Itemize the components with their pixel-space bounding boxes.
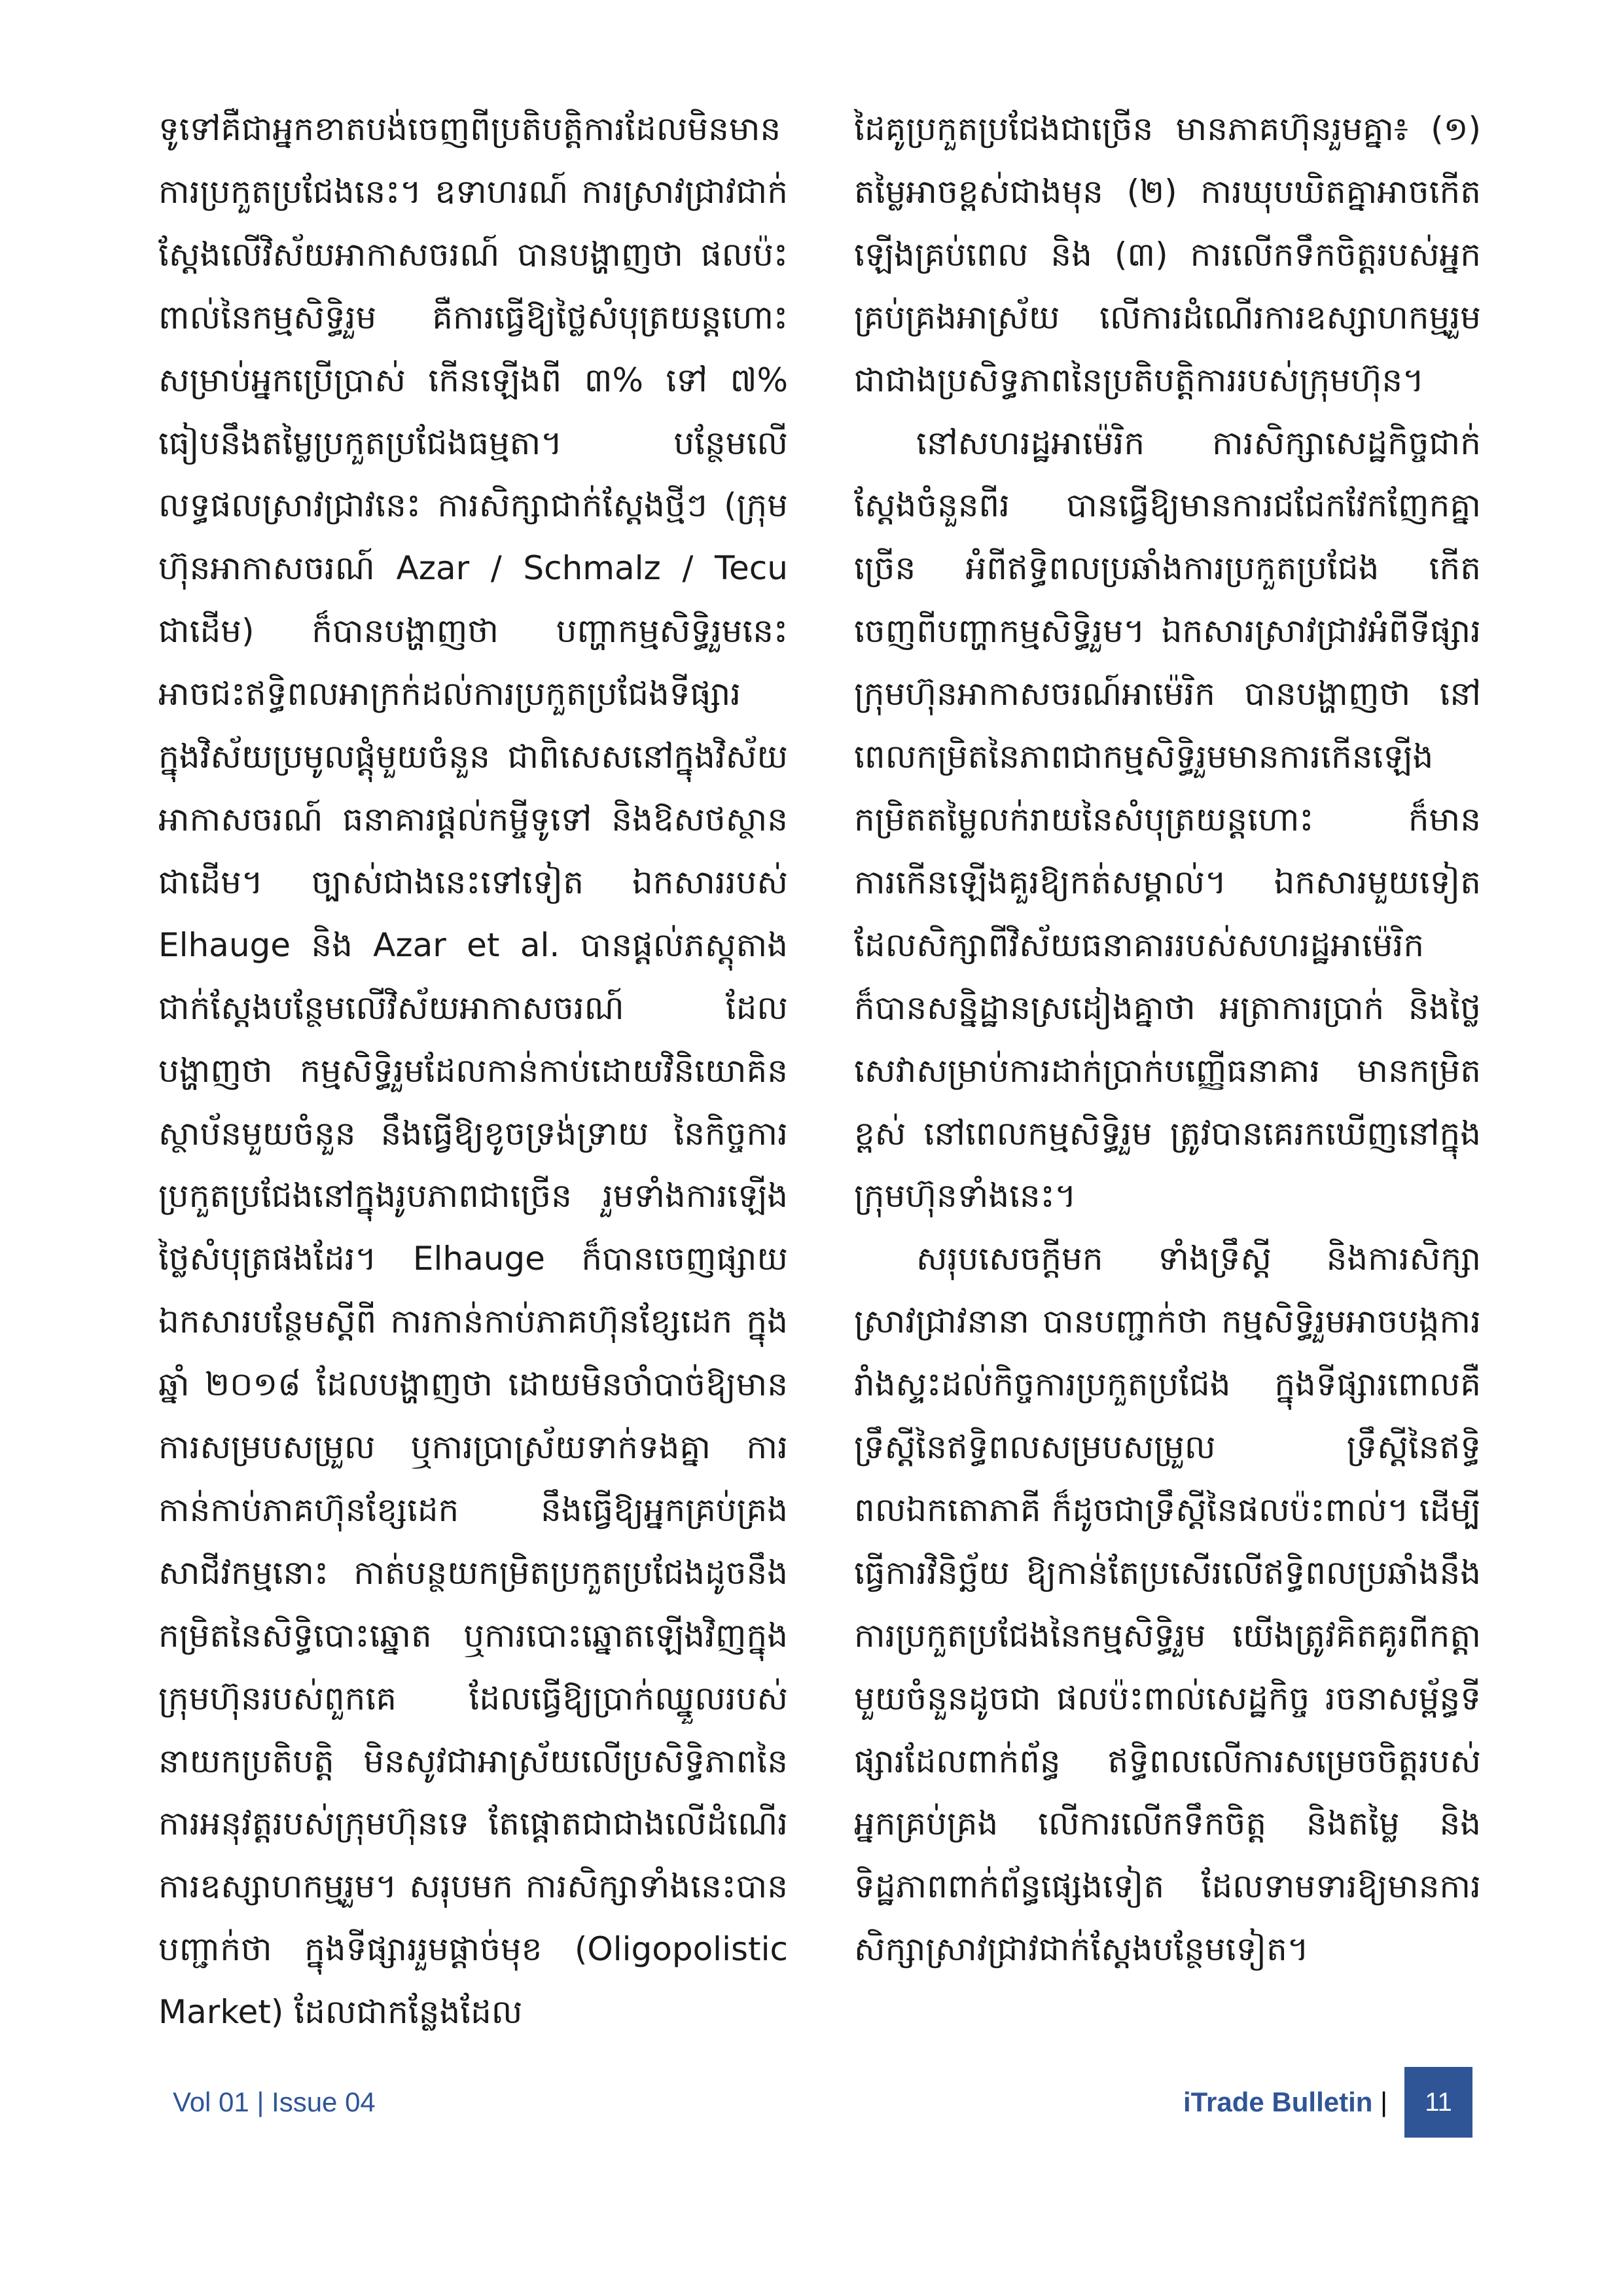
paragraph: សរុបសេចក្តីមក ទាំងទ្រឹស្តី និងការសិក្សាស្រាវជ្រាវនានា បានបញ្ជាក់ថា កម្មសិទ្ធិរួមអាចបង្កការរាំងស្ទះដល់កិច្ចការប្រកួតប្រជែង ក្នុងទីផ្សារពោលគឺទ្រឹស្តីនៃឥទ្ធិពលសម្របសម្រួល ទ្រឹស្តីនៃឥទ្ធិពលឯកតោភាគី ក៏ដូចជាទ្រឹស្តីនៃផលប៉ះពាល់។ ដើម្បីធ្វើការវិនិច្ឆ័យ ឱ្យកាន់តែប្រសើរលើឥទ្ធិពលប្រឆាំងនឹងការប្រកួតប្រជែងនៃកម្មសិទ្ធិរួម យើងត្រូវគិតគូរពីកត្តាមួយចំនួនដូចជា ផលប៉ះពាល់សេដ្ឋកិច្ច រចនាសម្ព័ន្ធទីផ្សារដែលពាក់ព័ន្ធ ឥទ្ធិពលលើការសម្រេចចិត្តរបស់អ្នកគ្រប់គ្រង លើការលើកទឹកចិត្ត និងតម្លៃ និងទិដ្ឋភាពពាក់ព័ន្ធផ្សេងទៀត ដែលទាមទារឱ្យមានការសិក្សាស្រាវជ្រាវជាក់ស្តែងបន្ថែមទៀត។: [854, 1240, 1481, 1969]
paragraph: ទូទៅគឺជាអ្នកខាតបង់ចេញពីប្រតិបត្តិការដែលមិនមានការប្រកួតប្រជែងនេះ។ ឧទាហរណ៍ ការស្រាវជ្រាវជាក់ស្តែងលើវិស័យអាកាសចរណ៍ បានបង្ហាញថា ផលប៉ះពាល់នៃកម្មសិទ្ធិរួម គឺការធ្វើឱ្យថ្លៃសំបុត្រយន្តហោះសម្រាប់អ្នកប្រើប្រាស់ កើនឡើងពី ៣% ទៅ ៧% ធៀបនឹងតម្លៃប្រកួតប្រជែងធម្មតា។ បន្ថែមលើលទ្ធផលស្រាវជ្រាវនេះ ការសិក្សាជាក់ស្តែងថ្មីៗ (ក្រុមហ៊ុនអាកាសចរណ៍ Azar / Schmalz / Tecu ជាដើម) ក៏បានបង្ហាញថា បញ្ហាកម្មសិទ្ធិរួមនេះ អាចជះឥទ្ធិពលអាក្រក់ដល់ការប្រកួតប្រជែងទីផ្សារ ក្នុងវិស័យប្រមូលផ្តុំមួយចំនួន ជាពិសេសនៅក្នុងវិស័យអាកាសចរណ៍ ធនាគារផ្តល់កម្ចីទូទៅ និងឱសថស្ថាន ជាដើម។ ច្បាស់ជាងនេះទៅទៀត ឯកសាររបស់ Elhauge និង Azar et al. បានផ្តល់ភស្តុតាងជាក់ស្តែងបន្ថែមលើវិស័យអាកាសចរណ៍ ដែលបង្ហាញថា កម្មសិទ្ធិរួមដែលកាន់កាប់ដោយវិនិយោគិនស្ថាប័នមួយចំនួន នឹងធ្វើឱ្យខូចទ្រង់ទ្រាយ នៃកិច្ចការប្រកួតប្រជែងនៅក្នុងរូបភាពជាច្រើន រួមទាំងការឡើងថ្លៃសំបុត្រផងដែរ។ Elhauge ក៏បានចេញផ្សាយឯកសារបន្ថែមស្តីពី ការកាន់កាប់ភាគហ៊ុនខ្សែដេក ក្នុងឆ្នាំ ២០១៨ ដែលបង្ហាញថា ដោយមិនចាំបាច់ឱ្យមានការសម្របសម្រួល ឬការប្រាស្រ័យទាក់ទងគ្នា ការកាន់កាប់ភាគហ៊ុនខ្សែដេក នឹងធ្វើឱ្យអ្នកគ្រប់គ្រងសាជីវកម្មនោះ កាត់បន្ថយកម្រិតប្រកួតប្រជែងដូចនឹងកម្រិតនៃសិទ្ធិបោះឆ្នោត ឬការបោះឆ្នោតឡើងវិញក្នុងក្រុមហ៊ុនរបស់ពួកគេ ដែលធ្វើឱ្យប្រាក់ឈ្នួលរបស់នាយកប្រតិបត្តិ មិនសូវជាអាស្រ័យលើប្រសិទ្ធិភាពនៃការអនុវត្តរបស់ក្រុមហ៊ុនទេ តែផ្តោតជាជាងលើដំណើរការឧស្សាហកម្មរួម។ សរុបមក ការសិក្សាទាំងនេះបានបញ្ជាក់ថា ក្នុងទីផ្សាររួមផ្តាច់មុខ (Oligopolistic Market) ដែលជាកន្លែងដែល: [158, 110, 788, 2032]
paragraph: នៅសហរដ្ឋអាម៉េរិក ការសិក្សាសេដ្ឋកិច្ចជាក់ស្តែងចំនួនពីរ បានធ្វើឱ្យមានការជជែកវែកញែកគ្នាច្រើន អំពីឥទ្ធិពលប្រឆាំងការប្រកួតប្រជែង កើតចេញពីបញ្ហាកម្មសិទ្ធិរួម។ ឯកសារស្រាវជ្រាវអំពីទីផ្សារក្រុមហ៊ុនអាកាសចរណ៍អាម៉េរិក បានបង្ហាញថា នៅពេលកម្រិតនៃភាពជាកម្មសិទ្ធិរួមមានការកើនឡើង កម្រិតតម្លៃលក់រាយនៃសំបុត្រយន្តហោះ ក៏មានការកើនឡើងគួរឱ្យកត់សម្គាល់។ ឯកសារមួយទៀត ដែលសិក្សាពីវិស័យធនាគាររបស់សហរដ្ឋអាម៉េរិក ក៏បានសន្និដ្ឋានស្រដៀងគ្នាថា អត្រាការប្រាក់ និងថ្លៃសេវាសម្រាប់ការដាក់ប្រាក់បញ្ញើធនាគារ មានកម្រិតខ្ពស់ នៅពេលកម្មសិទ្ធិរួម ត្រូវបានគេរកឃើញនៅក្នុងក្រុមហ៊ុនទាំងនេះ។: [854, 423, 1481, 1215]
article-column-right: [854, 98, 1481, 1981]
publication-title: iTrade Bulletin: [1183, 2087, 1373, 2117]
footer-volume-issue: Vol 01 | Issue 04: [173, 2087, 376, 2117]
footer-publication: [1183, 2087, 1387, 2118]
page-number: 11: [1404, 2067, 1472, 2138]
article-column-left: [158, 98, 788, 2044]
footer-separator: |: [1380, 2087, 1387, 2117]
paragraph: ដៃគូប្រកួតប្រជែងជាច្រើន មានភាគហ៊ុនរួមគ្នា៖ (១) តម្លៃអាចខ្ពស់ជាងមុន (២) ការឃុបឃិតគ្នាអាចកើតឡើងគ្រប់ពេល និង (៣) ការលើកទឹកចិត្តរបស់អ្នកគ្រប់គ្រងអាស្រ័យ លើការដំណើរការឧស្សាហកម្មរួម ជាជាងប្រសិទ្ធភាពនៃប្រតិបត្តិការរបស់ក្រុមហ៊ុន។: [854, 110, 1481, 399]
